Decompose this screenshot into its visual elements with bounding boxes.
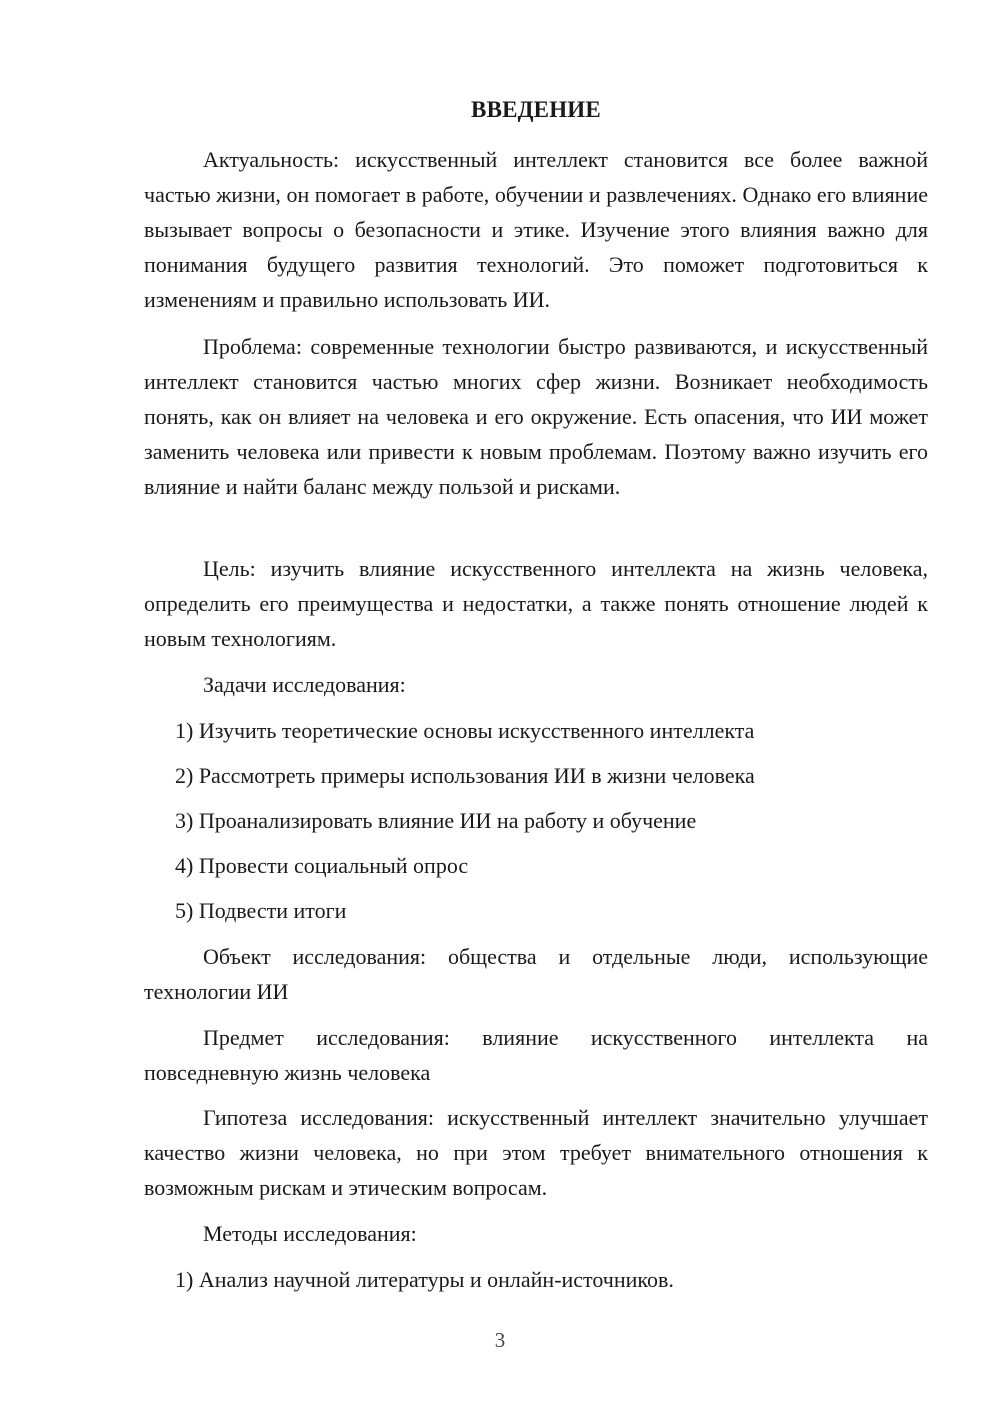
task-item: 3) Проанализировать влияние ИИ на работу и обучение: [175, 808, 697, 833]
problem-paragraph: Проблема: современные технологии быстро развиваются, и искусственный интеллект становится частью многих сфер жизни. Возникает необходимость понять, как он влияет на человека и его окружение. Есть опасения, что ИИ может заменить человека или привести к новым проблемам. Поэтому важно изучить его влияние и найти баланс между пользой и рисками.: [144, 334, 928, 499]
task-item: 5) Подвести итоги: [175, 898, 347, 923]
goal-paragraph: Цель: изучить влияние искусственного интеллекта на жизнь человека, определить его преимущества и недостатки, а также понять отношение людей к новым технологиям.: [144, 556, 928, 651]
task-item: 1) Изучить теоретические основы искусственного интеллекта: [175, 718, 755, 743]
hypothesis-paragraph: Гипотеза исследования: искусственный интеллект значительно улучшает качество жизни человека, но при этом требует внимательного отношения к возможным рискам и этическим вопросам.: [144, 1105, 928, 1200]
subject-paragraph: Предмет исследования: влияние искусственного интеллекта на повседневную жизнь человека: [144, 1025, 928, 1085]
task-item: 2) Рассмотреть примеры использования ИИ в жизни человека: [175, 763, 755, 788]
page-number: 3: [494, 1328, 506, 1352]
task-item: 4) Провести социальный опрос: [175, 853, 469, 878]
section-heading: ВВЕДЕНИЕ: [471, 97, 601, 122]
methods-title: Методы исследования:: [203, 1221, 417, 1246]
relevance-paragraph: Актуальность: искусственный интеллект становится все более важной частью жизни, он помогает в работе, обучении и развлечениях. Однако его влияние вызывает вопросы о безопасности и этике. Изучение этого влияния важно для понимания будущего развития технологий. Это поможет подготовиться к изменениям и правильно использовать ИИ.: [144, 147, 928, 312]
method-item: 1) Анализ научной литературы и онлайн-источников.: [175, 1267, 674, 1292]
object-paragraph: Объект исследования: общества и отдельные люди, использующие технологии ИИ: [144, 944, 928, 1004]
tasks-title: Задачи исследования:: [203, 672, 406, 697]
